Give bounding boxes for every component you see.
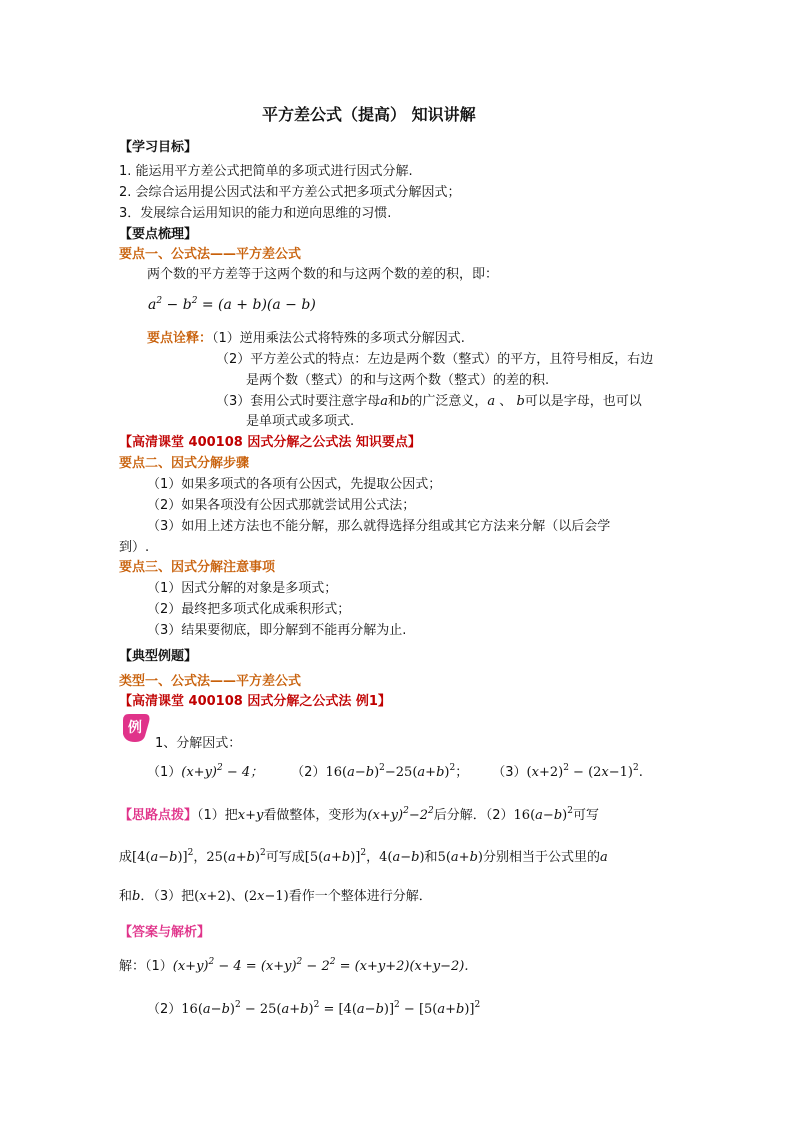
hint-l3-c: ．（3）把 <box>140 889 195 904</box>
hint-l1-b: x+y <box>237 808 264 823</box>
solution-2 <box>147 1001 480 1019</box>
point2-title: 要点二、因式分解步骤 <box>119 456 250 471</box>
q1-part1-num: （1） <box>147 765 182 780</box>
goals-header: 【学习目标】 <box>119 140 198 155</box>
solution-prefix: 解：（1） <box>119 959 173 974</box>
hint-l2-f: $[5(a+b)]^2$ <box>304 848 367 865</box>
note-3a-pre: （3）套用公式时要注意字母 <box>216 394 381 409</box>
note-3a <box>216 393 642 411</box>
hint-l1-c: 看做整体，变形为 <box>263 808 368 823</box>
type1-title: 类型一、公式法——平方差公式 <box>119 674 302 689</box>
answer-label: 【答案与解析】 <box>119 925 211 940</box>
step-1: （1）如果多项式的各项有公因式，先提取公因式； <box>147 477 442 492</box>
hint-l2-g: ， <box>366 850 380 865</box>
hint-label: 【思路点拨】 <box>119 808 198 823</box>
note-3a-sep: 、 <box>495 394 513 409</box>
example-badge <box>119 712 151 744</box>
solution-2-num: （2） <box>147 1002 182 1017</box>
caution-2: （2）最终把多项式化成乘积形式； <box>147 602 351 617</box>
hint-l2-l: a <box>600 850 608 865</box>
caution-3: （3）结果要彻底，即分解到不能再分解为止. <box>147 623 407 638</box>
note-2b: 是两个数（整式）的和与这两个数（整式）的差的积. <box>246 373 550 388</box>
note-3a-end: 可以是字母，也可以 <box>524 394 642 409</box>
question-1-parts <box>147 764 643 782</box>
hint-l3-g: 看作一个整体进行分解． <box>288 889 432 904</box>
note-3a-mid: 和 <box>388 394 402 409</box>
goal-1: 1. 能运用平方差公式把简单的多项式进行因式分解. <box>119 164 413 179</box>
solution-2-expr: $16(a-b)^2 - 25(a+b)^2 = [4(a-b)]^2 - [5(a+b)]^2$ <box>181 1000 481 1017</box>
q1-part3: $(x+2)^2 - (2x-1)^2$. <box>526 763 643 780</box>
hint-line-2 <box>119 849 608 867</box>
difference-of-squares-formula <box>148 296 316 314</box>
hint-l1-g: 可写 <box>572 808 599 823</box>
formula-text: $a^2 - b^2 = (a + b)(a - b)$ <box>148 296 316 313</box>
note-3a-post: 的广泛意义， <box>409 394 488 409</box>
var-b-2: b <box>516 394 525 409</box>
caution-1: （1）因式分解的对象是多项式； <box>147 581 338 596</box>
var-a-2: a <box>487 394 496 409</box>
hint-l1-f: $16(a-b)^2$ <box>513 806 573 823</box>
class-link-1[interactable]: 【高清课堂 400108 因式分解之公式法 知识要点】 <box>119 435 421 450</box>
hint-l2-b: $[4(a-b)]^2$ <box>132 848 194 865</box>
step-3-cont: 到）. <box>119 540 150 555</box>
step-3: （3）如用上述方法也不能分解，那么就得选择分组或其它方法来分解（以后会学 <box>147 519 611 534</box>
point1-title: 要点一、公式法——平方差公式 <box>119 247 302 262</box>
hint-l1-a: （1）把 <box>197 808 238 823</box>
hint-l2-k: 分别相当于公式里的 <box>482 850 600 865</box>
goal-3: 3．发展综合运用知识的能力和逆向思维的习惯. <box>119 206 392 221</box>
var-a: a <box>380 394 389 409</box>
note-2a: （2）平方差公式的特点：左边是两个数（整式）的平方，且符号相反，右边 <box>216 352 654 367</box>
example-badge-label: 例 <box>128 720 142 736</box>
step-2: （2）如果各项没有公因式那就尝试用公式法； <box>147 498 416 513</box>
note-1: （1）逆用乘法公式将特殊的多项式分解因式. <box>212 331 465 346</box>
q1-part2: $16(a-b)^2-25(a+b)^2$； <box>325 763 469 780</box>
class-link-2[interactable]: 【高清课堂 400108 因式分解之公式法 例1】 <box>119 694 391 709</box>
note-label: 要点诠释： <box>147 331 213 346</box>
hint-l2-h: 4(a−b) <box>379 850 425 865</box>
point1-text: 两个数的平方差等于这两个数的和与这两个数的差的积，即： <box>147 267 499 282</box>
points-header: 【要点梳理】 <box>119 227 198 242</box>
hint-line-3 <box>119 888 432 906</box>
hint-l3-d: (x+2) <box>194 889 231 904</box>
hint-l2-j: 5(a+b) <box>437 850 483 865</box>
hint-l3-a: 和 <box>119 889 133 904</box>
hint-l2-e: 可写成 <box>265 850 305 865</box>
hint-line-1 <box>119 807 599 825</box>
hint-l2-a: 成 <box>119 850 133 865</box>
hint-l2-c: ， <box>193 850 207 865</box>
note-3b: 是单项式或多项式. <box>246 414 355 429</box>
note-line-1 <box>147 330 465 348</box>
solution-1 <box>119 958 469 976</box>
var-b: b <box>401 394 410 409</box>
solution-1-expr: $(x+y)^2 - 4 = (x+y)^2 - 2^2 = (x+y+2)(x+y-2)$. <box>172 957 469 974</box>
q1-part1: $(x+y)^2 - 4$； <box>181 763 264 780</box>
hint-l3-b: b <box>132 889 141 904</box>
goal-2: 2. 会综合运用提公因式法和平方差公式把多项式分解因式； <box>119 185 461 200</box>
hint-l3-e: 、 <box>230 889 244 904</box>
hint-l2-i: 和 <box>424 850 438 865</box>
question-1-label: 1、分解因式： <box>155 736 242 751</box>
hint-l2-d: $25(a+b)^2$ <box>206 848 266 865</box>
hint-l1-d: $(x+y)^2-2^2$ <box>367 806 434 823</box>
q1-part3-num: （3） <box>492 765 527 780</box>
hint-l1-e: 后分解．（2） <box>433 808 514 823</box>
point3-title: 要点三、因式分解注意事项 <box>119 560 276 575</box>
q1-part2-num: （2） <box>291 765 326 780</box>
page-title: 平方差公式（提高） 知识讲解 <box>262 105 476 124</box>
hint-l3-f: (2x−1) <box>243 889 289 904</box>
examples-header: 【典型例题】 <box>119 649 198 664</box>
